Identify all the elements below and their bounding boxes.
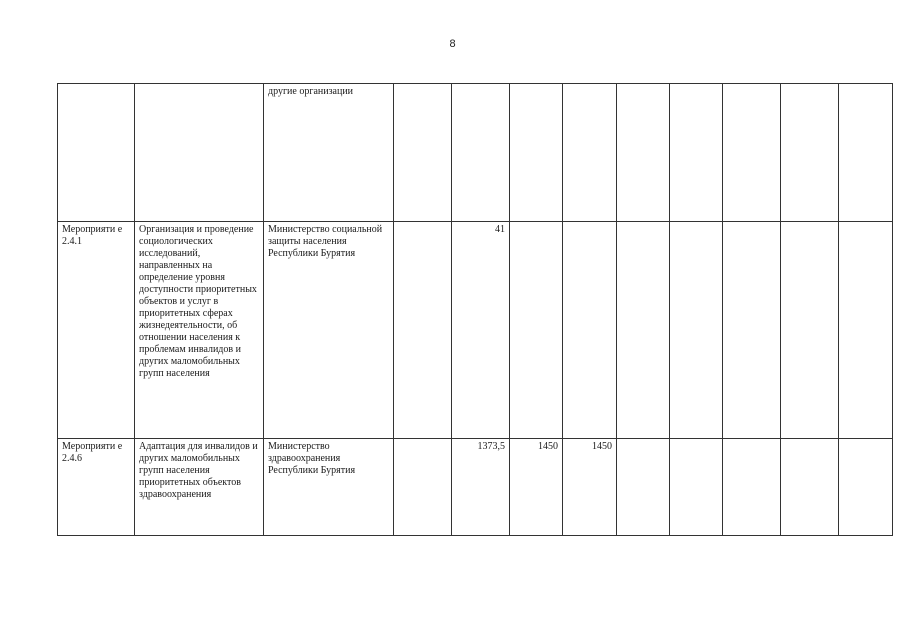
cell-executor: другие организации [264, 84, 394, 222]
cell-value [781, 84, 839, 222]
cell-value [563, 222, 617, 439]
cell-value [510, 84, 563, 222]
table-row [58, 84, 893, 222]
cell-name: Организация и проведение социологических исследований, направленных на определение уровня доступности приоритетных объектов и услуг в приоритетных сферах жизнедеятельности, об отношении населения к проблемам инвалидов и других маломобильных групп населения [135, 222, 264, 439]
cell-executor: Министерство здравоохранения Республики Бурятия [264, 439, 394, 536]
cell-value [617, 84, 670, 222]
table-row [58, 439, 893, 536]
cell-value: 1450 [510, 439, 563, 536]
cell-value [839, 84, 893, 222]
cell-name [135, 84, 264, 222]
cell-value [670, 439, 723, 536]
cell-value: 1450 [563, 439, 617, 536]
cell-value [670, 84, 723, 222]
cell-value [617, 439, 670, 536]
program-table [57, 83, 893, 536]
cell-executor: Министерство социальной защиты населения Республики Бурятия [264, 222, 394, 439]
cell-value [617, 222, 670, 439]
cell-value [723, 222, 781, 439]
cell-value [563, 84, 617, 222]
cell-code [58, 84, 135, 222]
cell-value [670, 222, 723, 439]
page-number: 8 [449, 38, 456, 50]
cell-code: Мероприяти е 2.4.6 [58, 439, 135, 536]
cell-value [723, 84, 781, 222]
cell-source [394, 439, 452, 536]
cell-code: Мероприяти е 2.4.1 [58, 222, 135, 439]
cell-source [394, 84, 452, 222]
cell-value [839, 439, 893, 536]
cell-value [781, 222, 839, 439]
cell-value [839, 222, 893, 439]
cell-value: 41 [452, 222, 510, 439]
cell-value [510, 222, 563, 439]
cell-value [781, 439, 839, 536]
cell-value [452, 84, 510, 222]
cell-value: 1373,5 [452, 439, 510, 536]
table-row [58, 222, 893, 439]
cell-name: Адаптация для инвалидов и других маломобильных групп населения приоритетных объектов здравоохранения [135, 439, 264, 536]
cell-source [394, 222, 452, 439]
cell-value [723, 439, 781, 536]
